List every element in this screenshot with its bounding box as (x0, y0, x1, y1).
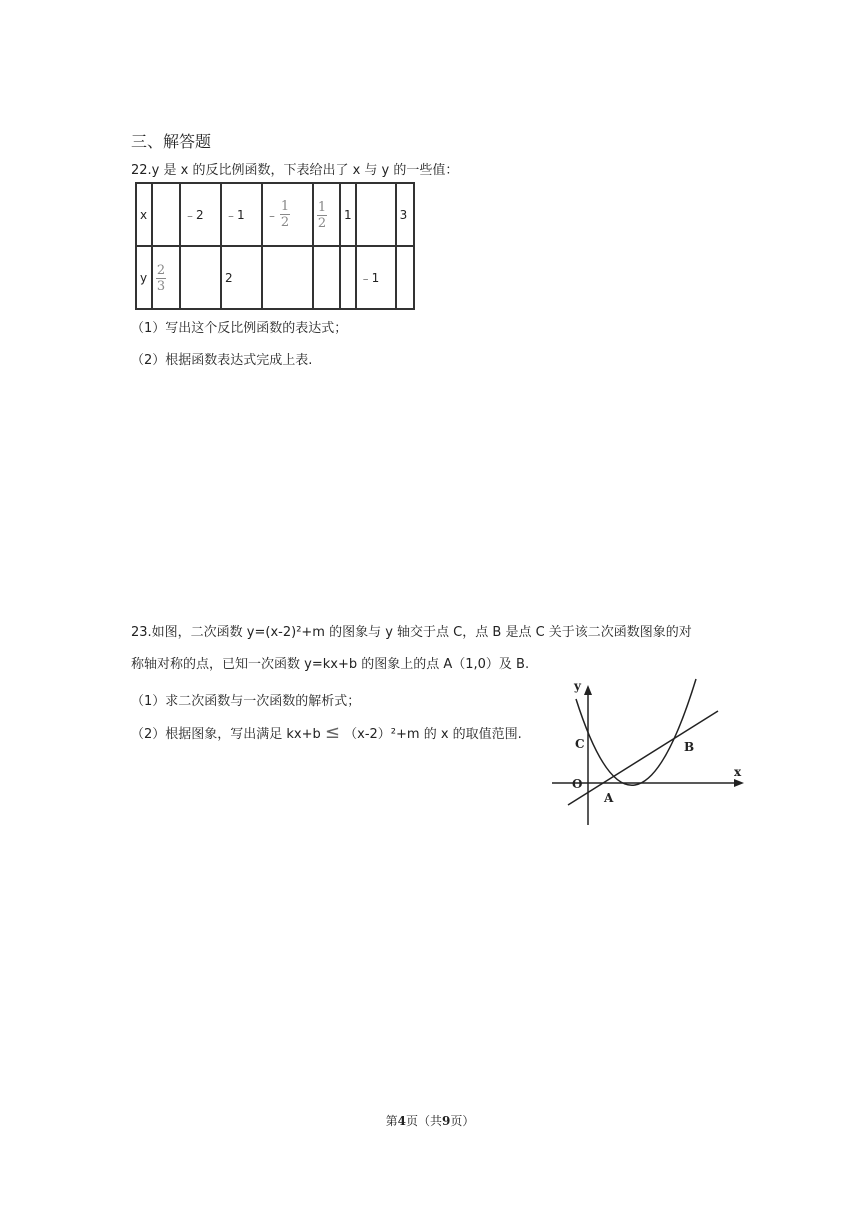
leq-symbol: ≤ (324, 722, 341, 743)
table-cell: ﹣2 (180, 183, 221, 246)
table-cell (340, 246, 356, 309)
table-cell (262, 246, 313, 309)
q23-part2-b: （x-2）²+m 的 x 的取值范围. (344, 727, 522, 742)
footer-mid: 页（共 (405, 1114, 442, 1128)
total-pages: 9 (442, 1114, 451, 1128)
table-row-y (136, 246, 414, 309)
q23-line2: 称轴对称的点，已知一次函数 y=kx+b 的图象上的点 A（1,0）及 B. (131, 657, 530, 672)
table-cell (313, 183, 340, 246)
neg-fraction (266, 200, 290, 229)
table-row-x (136, 183, 414, 246)
values-table (135, 182, 415, 310)
table-cell: 2 (221, 246, 262, 309)
table-cell (152, 246, 180, 309)
point-b-label: B (684, 740, 695, 754)
table-cell (152, 183, 180, 246)
fraction (317, 201, 327, 230)
table-cell: x (136, 183, 152, 246)
fraction-den: 3 (156, 278, 166, 294)
q23-part2 (131, 722, 522, 743)
section-title: 三、解答题 (131, 132, 212, 151)
x-axis-label: x (734, 765, 742, 779)
parabola-curve (576, 679, 696, 785)
point-a-label: A (604, 791, 614, 805)
table-cell (356, 183, 396, 246)
table-cell: ﹣1 (356, 246, 396, 309)
page-number: 4 (397, 1114, 406, 1128)
x-axis-arrow-icon (734, 779, 744, 787)
fraction-num: 1 (280, 199, 290, 214)
q23-line1: 23.如图，二次函数 y=(x-2)²+m 的图象与 y 轴交于点 C，点 B 是点 C 关于该二次函数图象的对 (131, 625, 692, 640)
q22-stem: 22.y 是 x 的反比例函数，下表给出了 x 与 y 的一些值： (131, 163, 459, 178)
table-cell: 3 (396, 183, 414, 246)
footer-post: 页） (450, 1114, 475, 1128)
table-cell (396, 246, 414, 309)
table-cell (180, 246, 221, 309)
page-footer (0, 1112, 860, 1129)
table-cell (262, 183, 313, 246)
y-axis-label: y (574, 679, 581, 693)
fraction-num: 1 (317, 199, 327, 215)
function-graph-figure (548, 675, 748, 827)
q22-part2: （2）根据函数表达式完成上表. (131, 353, 313, 368)
table-cell (313, 246, 340, 309)
origin-label: O (572, 777, 583, 791)
table-cell: 1 (340, 183, 356, 246)
q23-part1: （1）求二次函数与一次函数的解析式； (131, 694, 361, 709)
point-c-label: C (575, 737, 585, 751)
q22-part1: （1）写出这个反比例函数的表达式； (131, 321, 348, 336)
fraction-den: 2 (280, 215, 290, 230)
footer-pre: 第 (385, 1114, 398, 1128)
fraction (280, 200, 290, 229)
fraction-num: 2 (156, 262, 166, 278)
fraction-den: 2 (317, 215, 327, 231)
minus-sign: ﹣ (266, 208, 279, 222)
y-axis-arrow-icon (584, 685, 592, 695)
linear-function-line (568, 711, 718, 805)
table-cell: ﹣1 (221, 183, 262, 246)
table-cell: y (136, 246, 152, 309)
q23-part2-a: （2）根据图象，写出满足 kx+b (131, 727, 321, 742)
fraction (156, 264, 166, 293)
